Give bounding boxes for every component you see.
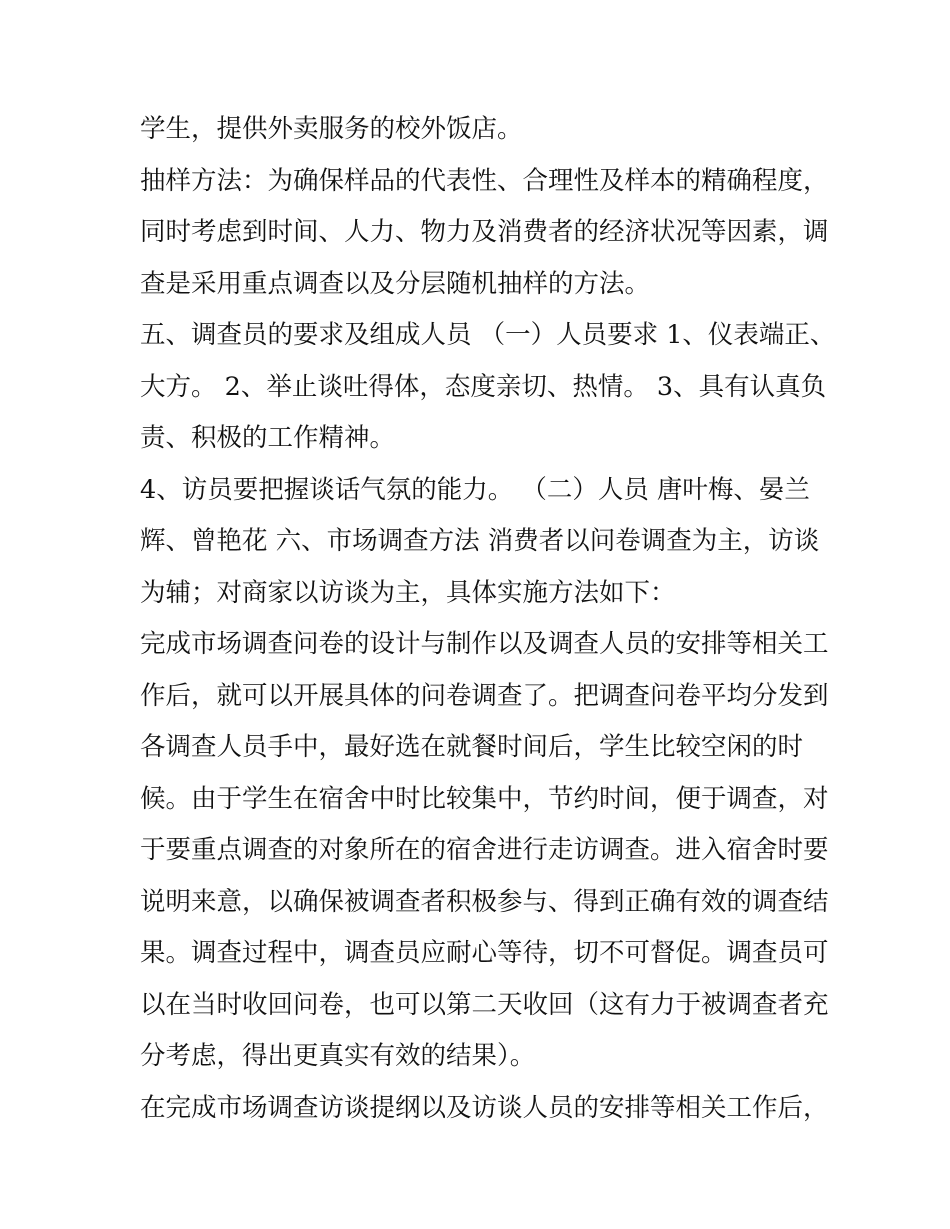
- text-line: 各调查人员手中，最好选在就餐时间后，学生比较空闲的时: [140, 732, 804, 762]
- text-line: 查是采用重点调查以及分层随机抽样的方法。: [140, 268, 651, 299]
- text-line: 作后，就可以开展具体的问卷调查了。把调查问卷平均分发到: [140, 680, 829, 711]
- text-line: 责、积极的工作精神。: [140, 423, 396, 453]
- text-line: 以在当时收回问卷，也可以第二天收回（这有力于被调查者充: [140, 989, 829, 1020]
- paragraph-sampling-target: [140, 104, 820, 156]
- text-line: 于要重点调查的对象所在的宿舍进行走访调查。进入宿舍时要: [140, 835, 829, 865]
- paragraph-section-five-requirements: [140, 310, 836, 465]
- text-line: 完成市场调查问卷的设计与制作以及调查人员的安排等相关工: [140, 629, 829, 659]
- text-line: 为辅；对商家以访谈为主，具体实施方法如下：: [140, 577, 676, 608]
- text-line: 抽样方法：为确保样品的代表性、合理性及样本的精确程度，: [140, 165, 829, 196]
- text-line: 五、调查员的要求及组成人员 （一）人员要求 1、仪表端正、: [140, 320, 836, 350]
- document-body: [140, 104, 836, 1134]
- text-line: 果。调查过程中，调查员应耐心等待，切不可督促。调查员可: [140, 938, 829, 968]
- text-line: 大方。 2、举止谈吐得体，态度亲切、热情。 3、具有认真负: [140, 371, 827, 402]
- text-line: 4、访员要把握谈话气氛的能力。 （二）人员 唐叶梅、晏兰: [140, 474, 810, 505]
- paragraph-questionnaire-procedure: [140, 619, 829, 1083]
- text-line: 分考虑，得出更真实有效的结果）。: [140, 1041, 536, 1071]
- text-line: 在完成市场调查访谈提纲以及访谈人员的安排等相关工作后，: [140, 1092, 829, 1123]
- paragraph-interview-procedure: [140, 1083, 829, 1135]
- text-line: 候。由于学生在宿舍中时比较集中，节约时间，便于调查，对: [140, 783, 829, 814]
- text-line: 辉、曾艳花 六、市场调查方法 消费者以问卷调查为主，访谈: [140, 526, 820, 556]
- text-line: 同时考虑到时间、人力、物力及消费者的经济状况等因素，调: [140, 217, 829, 247]
- text-line: 说明来意，以确保被调查者积极参与、得到正确有效的调查结: [140, 886, 829, 917]
- paragraph-personnel-and-methods: [140, 465, 820, 620]
- text-line: 学生，提供外卖服务的校外饭店。: [140, 114, 523, 144]
- paragraph-sampling-method: [140, 156, 829, 311]
